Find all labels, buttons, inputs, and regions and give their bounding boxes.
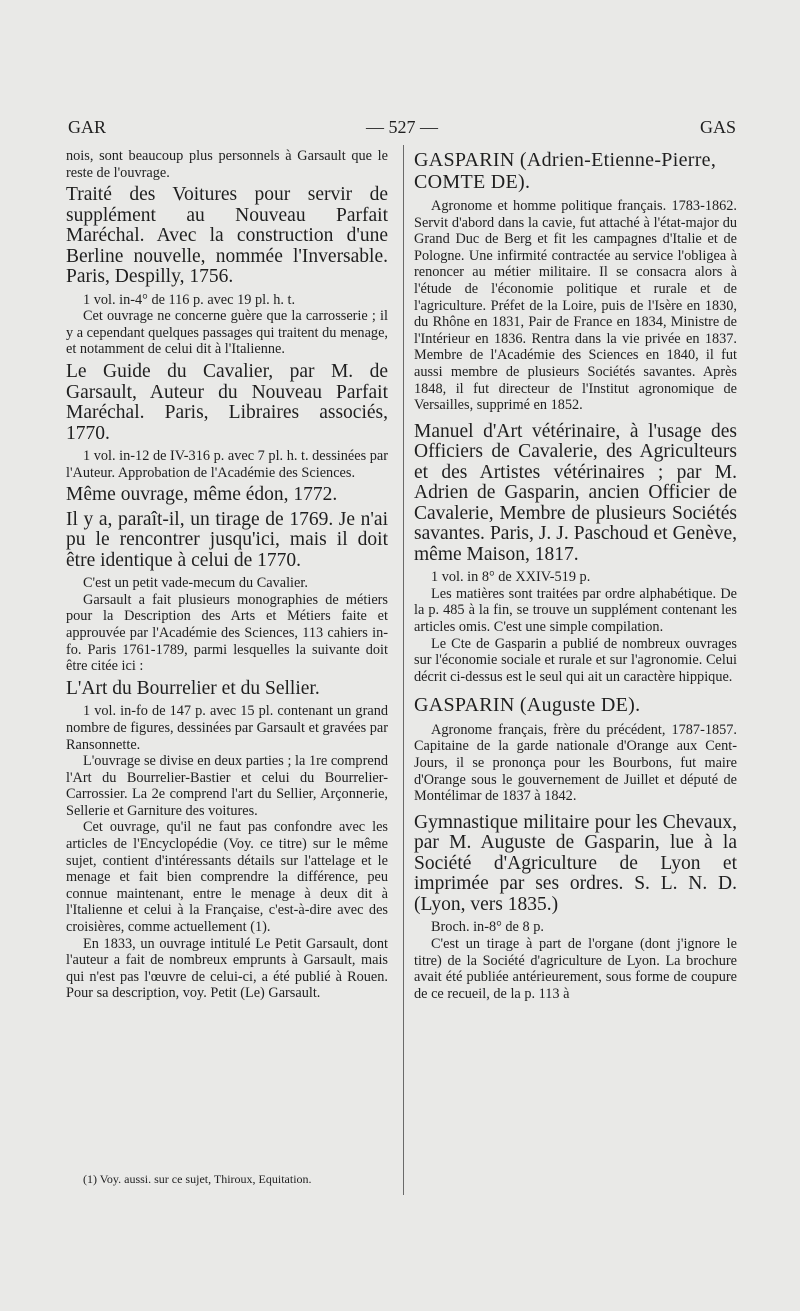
author-biography: Agronome et homme politique français. 1783-1862. Servit d'abord dans la cavie, fut attaché à l'état-major du Grand Duc de Berg et fit les campagnes d'Italie et de Pologne. Une infirmité contractée au service l'obligea à renoncer au métier militaire. Il se consacra alors à l'étude de l'économie politique et rurale et de l'agriculture. Préfet de la Loire, puis de l'Isère en 1830, du Rhône en 1831, Pair de France en 1834, Ministre de l'Intérieur en 1836. Rentra dans la vie privée en 1837. Membre de l'Académie des Sciences en 1840, il fut aussi membre de plusieurs Sociétés savantes. Après 1848, il fut directeur de l'Institut agronomique de Versailles, supprimé en 1852. [414,198,737,414]
entry-note: C'est un tirage à part de l'organe (dont j'ignore le titre) de la Société d'agriculture de Lyon. La brochure avait été publiée antérieurement, sous forme de coupure de ce recueil, de la p. 113 à [414,935,737,1002]
entry-title-gymnastique-militaire: Gymnastique militaire pour les Chevaux, par M. Auguste de Gasparin, lue à la Société d'Agriculture de Lyon et imprimée par ses ordres. S. L. N. D. (Lyon, vers 1835.) [414,811,737,915]
entry-description: Broch. in-8° de 8 p. [431,919,544,936]
entry-note: Cet ouvrage, qu'il ne faut pas confondre avec les articles de l'Encyclopédie (Voy. ce titre) sur le même sujet, contient d'intéressants détails sur l'attelage et le menage et fait bien comprendre la différence, peu connue maintenant, entre le menage à deux dit à l'Italienne et celui à la Française, c'est-à-dire avec des croisières, comme actuellement (1). [66,819,388,936]
entry-title-art-du-bourrelier: L'Art du Bourrelier et du Sellier. [66,677,320,699]
entry-title-traite-des-voitures: Traité des Voitures pour servir de supplément au Nouveau Parfait Maréchal. Avec la construction d'une Berline nouvelle, nommée l'Inversable. Paris, Despilly, 1756. [66,184,388,288]
left-column [66,148,388,1002]
author-heading-auguste-gasparin: GASPARIN (Auguste DE). [414,694,641,717]
header-left-guideword: GAR [68,117,107,137]
author-heading-adrien-gasparin: GASPARIN (Adrien-Etienne-Pierre, COMTE DE). [414,149,717,193]
author-biography: Agronome français, frère du précédent, 1787-1857. Capitaine de la garde nationale d'Orange aux Cent-Jours, il se prononça pour les Bourbons, fut maire d'Orange sous le gouvernement de Juillet et député de Montélimar de 1837 à 1842. [414,721,737,805]
entry-description: 1 vol. in 8° de XXIV-519 p. [431,569,591,586]
running-header [68,117,736,147]
header-right-guideword: GAS [699,117,736,137]
entry-title-manuel-art-veterinaire: Manuel d'Art vétérinaire, à l'usage des Officiers de Cavalerie, des Agriculteurs et des Artistes vétérinaires ; par M. Adrien de Gasparin, ancien Officier de Cavalerie, Membre de plusieurs Sociétés savantes. Paris, J. J. Paschoud et Genève, même Maison, 1817. [414,420,737,565]
entry-note: Garsault a fait plusieurs monographies de métiers pour la Description des Arts et Métiers faite et approuvée par l'Académie des Sciences, 113 cahiers in-fo. Paris 1761-1789, parmi lesquelles la suivante doit être citée ici : [66,591,388,675]
entry-note: C'est un petit vade-mecum du Cavalier. [83,575,308,592]
paragraph-continuation: nois, sont beaucoup plus personnels à Garsault que le reste de l'ouvrage. [66,148,388,181]
entry-title-meme-ouvrage: Même ouvrage, même édon, 1772. [66,484,338,506]
entry-title-guide-du-cavalier: Le Guide du Cavalier, par M. de Garsault, Auteur du Nouveau Parfait Maréchal. Paris, Libraires associés, 1770. [66,361,388,444]
entry-note: Le Cte de Gasparin a publié de nombreux ouvrages sur l'économie sociale et rurale et sur l'agronomie. Celui décrit ci-dessus est le seul qui ait un caractère hippique. [414,635,737,685]
page-number: — 527 — [366,117,438,137]
entry-description: 1 vol. in-12 de IV-316 p. avec 7 pl. h. t. dessinées par l'Auteur. Approbation de l'Académie des Sciences. [66,448,388,481]
entry-note: L'ouvrage se divise en deux parties ; la 1re comprend l'Art du Bourrelier-Bastier et celui du Bourrelier-Carrossier. La 2e comprend l'art du Sellier, Arçonnerie, Sellerie et Garniture des voitures. [66,753,388,819]
entry-description: 1 vol. in-4° de 116 p. avec 19 pl. h. t. [83,291,296,308]
entry-note: Les matières sont traitées par ordre alphabétique. De la p. 485 à la fin, se trouve un supplément contenant les articles omis. C'est une simple compilation. [414,585,737,635]
entry-remark: Il y a, paraît-il, un tirage de 1769. Je n'ai pu le rencontrer jusqu'ici, mais il doit être identique à celui de 1770. [66,508,388,571]
entry-note: Cet ouvrage ne concerne guère que la carrosserie ; il y a cependant quelques passages qui traitent du menage, et notamment de celui dit à l'Italienne. [66,308,388,358]
column-divider [403,145,404,1195]
entry-description: 1 vol. in-fo de 147 p. avec 15 pl. contenant un grand nombre de figures, dessinées par Garsault et gravées par Ransonnette. [66,703,388,753]
entry-note: En 1833, un ouvrage intitulé Le Petit Garsault, dont l'auteur a fait de nombreux emprunts à Garsault, mais qui n'est pas l'œuvre de celui-ci, a été publié à Rouen. Pour sa description, voy. Petit (Le) Garsault. [66,935,388,1002]
footnote: (1) Voy. aussi. sur ce sujet, Thiroux, Equitation. [83,1172,312,1186]
right-column [414,148,737,1002]
